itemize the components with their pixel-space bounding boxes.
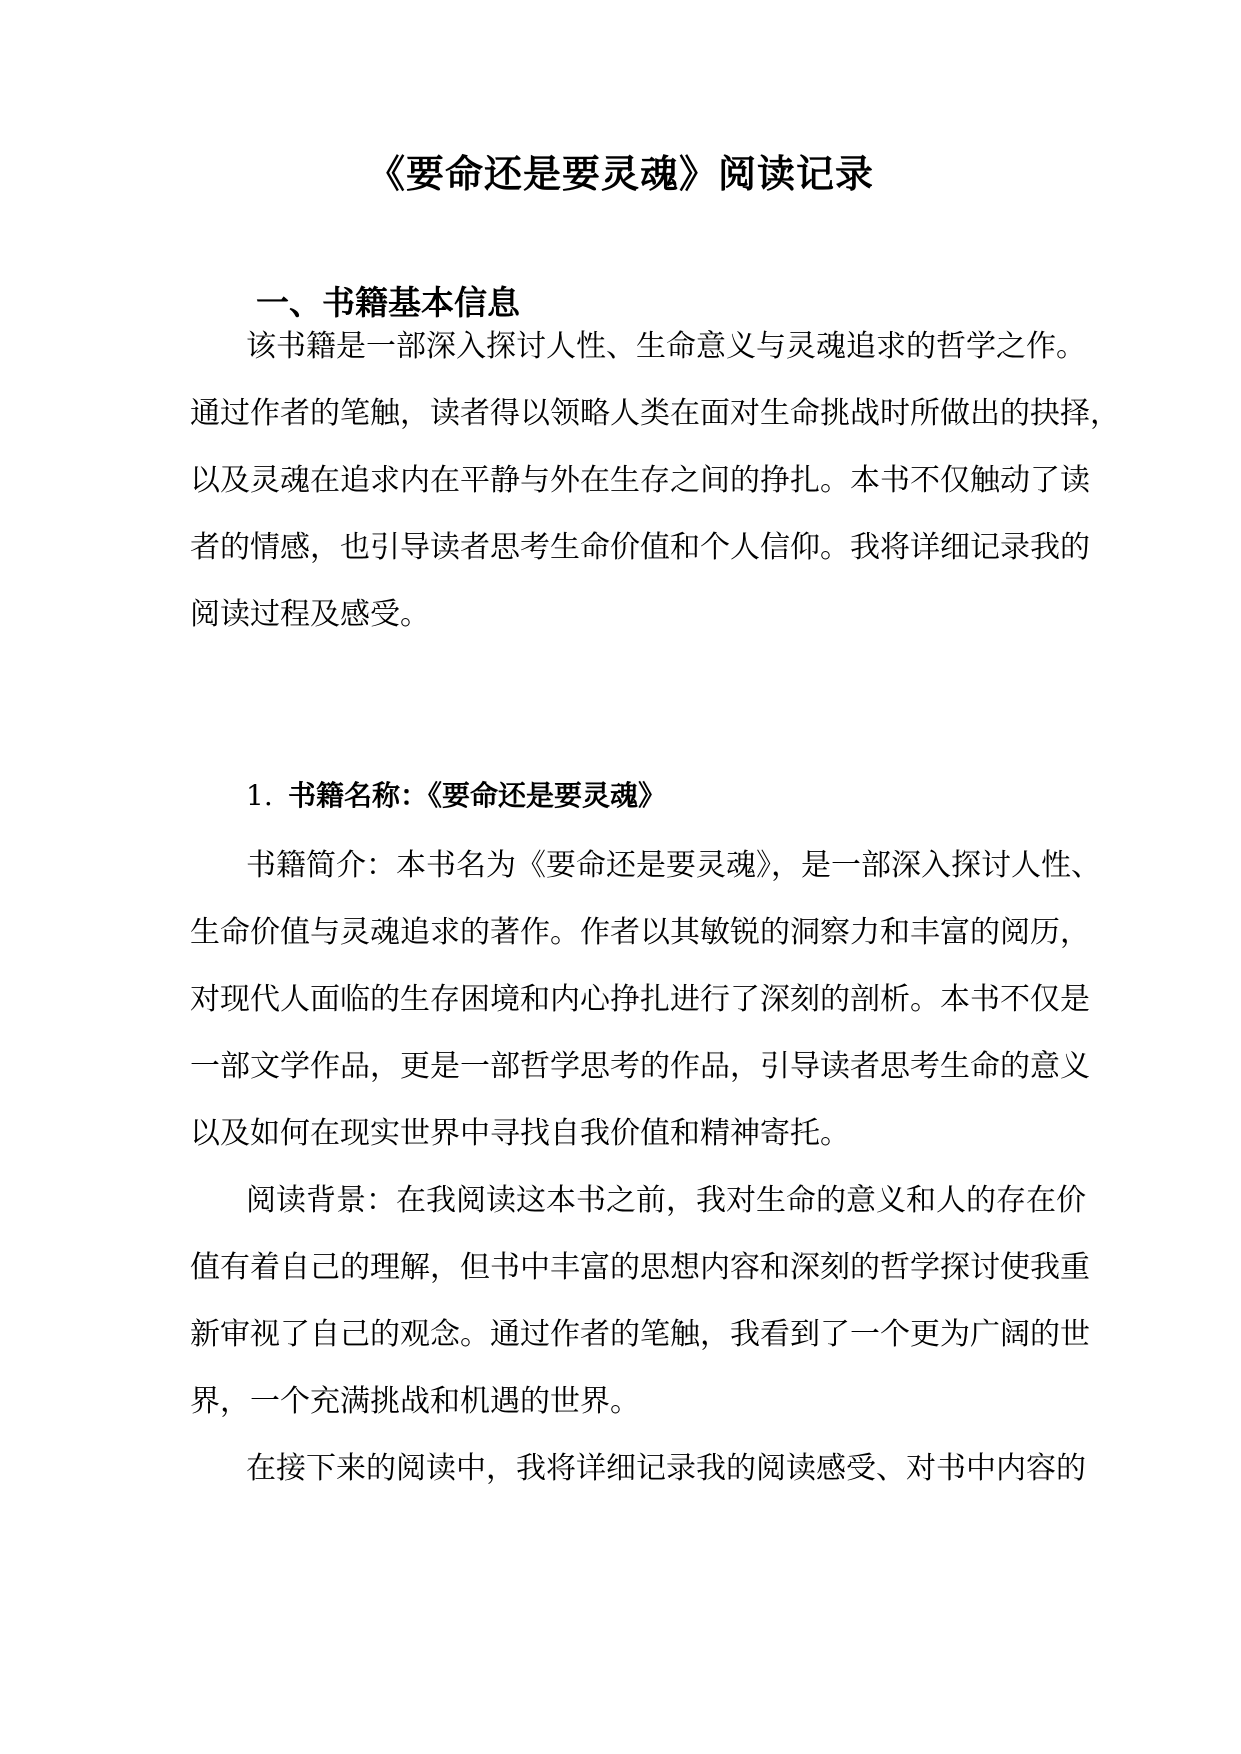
paragraph-line: 一部文学作品，更是一部哲学思考的作品，引导读者思考生命的意义 [190,1049,1090,1084]
subsection-number: 1. [246,779,273,812]
document-title: 《要命还是要灵魂》阅读记录 [366,151,874,196]
paragraph-line: 对现代人面临的生存困境和内心挣扎进行了深刻的剖析。本书不仅是 [190,982,1090,1017]
paragraph-line: 通过作者的笔触，读者得以领略人类在面对生命挑战时所做出的抉择， [190,396,1120,431]
paragraph-line: 界，一个充满挑战和机遇的世界。 [190,1384,640,1419]
subsection-title: 书籍名称：《要命还是要灵魂》 [288,779,667,812]
paragraph-line: 该书籍是一部深入探讨人性、生命意义与灵魂追求的哲学之作。 [246,329,1086,364]
paragraph-line: 以及如何在现实世界中寻找自我价值和精神寄托。 [190,1116,850,1151]
paragraph-line: 生命价值与灵魂追求的著作。作者以其敏锐的洞察力和丰富的阅历， [190,915,1090,950]
paragraph-line: 阅读过程及感受。 [190,597,430,632]
paragraph-line: 书籍简介：本书名为《要命还是要灵魂》，是一部深入探讨人性、 [246,848,1101,883]
paragraph-line: 值有着自己的理解，但书中丰富的思想内容和深刻的哲学探讨使我重 [190,1250,1090,1285]
section-heading-book-info: 一、书籍基本信息 [256,283,520,322]
subsection-heading [246,776,666,816]
paragraph-line: 新审视了自己的观念。通过作者的笔触，我看到了一个更为广阔的世 [190,1317,1090,1352]
paragraph-line: 者的情感，也引导读者思考生命价值和个人信仰。我将详细记录我的 [190,530,1090,565]
paragraph-line: 以及灵魂在追求内在平静与外在生存之间的挣扎。本书不仅触动了读 [190,463,1090,498]
paragraph-line: 阅读背景：在我阅读这本书之前，我对生命的意义和人的存在价 [246,1183,1086,1218]
paragraph-line: 在接下来的阅读中，我将详细记录我的阅读感受、对书中内容的 [246,1451,1086,1486]
